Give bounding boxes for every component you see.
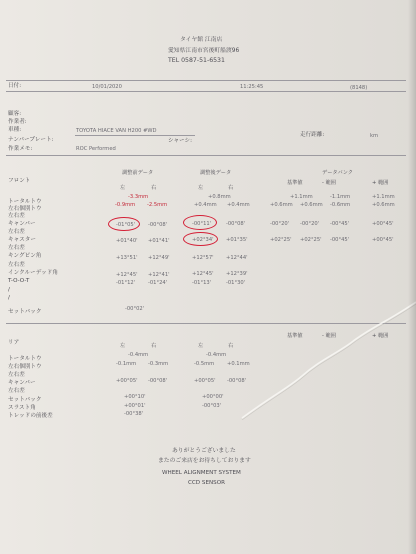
chassis-label: シャーシ: xyxy=(168,138,193,144)
front-plus-caster: +00°45' xyxy=(372,237,394,243)
front-before-setback: -00°02' xyxy=(125,306,145,312)
rear-after-right: 右 xyxy=(228,343,234,349)
front-row-label: / xyxy=(8,287,10,293)
red-circle-mark xyxy=(183,215,217,230)
front-before-title: 調整前データ xyxy=(122,170,154,176)
date-value: 10/01/2020 xyxy=(92,84,122,90)
front-minus-total-toe: -1.1mm xyxy=(330,194,351,200)
front-before-right-toot: -01°24' xyxy=(148,280,168,286)
front-ref-left-caster: +02°25' xyxy=(270,237,292,243)
front-ref-right-camber: -00°20' xyxy=(300,221,320,227)
rear-before-right: 右 xyxy=(151,343,157,349)
rear-after-right-toe: +0.1mm xyxy=(227,361,250,367)
rear-plus-range: + 範囲 xyxy=(372,333,389,339)
front-before-left-caster: +01°40' xyxy=(116,238,138,244)
red-circle-mark xyxy=(183,232,218,246)
front-plus-toe: +0.6mm xyxy=(372,202,395,208)
vehicle-value: TOYOTA HIACE VAN H200 #WD xyxy=(76,128,157,134)
front-after-right-toe: +0.4mm xyxy=(227,202,250,208)
front-before-right-camber: -00°08' xyxy=(148,222,168,228)
shop-name: タイヤ館 江南店 xyxy=(180,37,223,43)
rear-after-total-toe: -0.4mm xyxy=(206,352,227,358)
front-after-left-included: +12°45' xyxy=(192,271,214,277)
front-ref-left-camber: -00°20' xyxy=(270,221,290,227)
date-label: 日付: xyxy=(8,83,22,89)
front-before-left: 左 xyxy=(120,185,126,191)
rear-before-tread-diff: -00°38' xyxy=(124,411,144,417)
front-ref-right-toe: +0.6mm xyxy=(300,202,323,208)
footer-visit: またのご来店をお待ちしております xyxy=(158,458,251,464)
rear-title: リア xyxy=(8,340,20,346)
divider-info xyxy=(6,155,406,156)
paper-shadow-edge xyxy=(408,0,416,554)
front-row-label: キングピン角 xyxy=(8,253,42,259)
shop-address: 愛知県江南市宮後町船渡96 xyxy=(168,48,240,54)
front-plus-camber: +00°45' xyxy=(372,221,394,227)
front-row-label: キャンバー xyxy=(8,221,36,227)
rear-row-label: 左右差 xyxy=(8,388,25,394)
rear-row-label: トータルトウ xyxy=(8,356,42,362)
memo-value: ROC Performed xyxy=(76,146,116,152)
front-row-label: 左右差 xyxy=(8,245,25,251)
front-row-label: T-O-O-T xyxy=(8,278,30,284)
front-plus-total-toe: +1.1mm xyxy=(372,194,395,200)
rear-before-left-camber: +00°05' xyxy=(116,378,138,384)
rear-after-setback: +00°00' xyxy=(202,394,224,400)
rear-row-label: 左右差 xyxy=(8,372,25,378)
front-row-label: 左右個別トウ xyxy=(8,206,42,212)
front-ref-title: 基準値 xyxy=(287,180,303,186)
front-after-total-toe: +0.8mm xyxy=(208,194,231,200)
front-minus-caster: -00°45' xyxy=(330,237,350,243)
front-before-left-toot: -01°12' xyxy=(116,280,136,286)
front-after-right-kingpin: +12°44' xyxy=(226,255,248,261)
front-row-label: インクルーデッド角 xyxy=(8,270,58,276)
vehicle-label: 車種: xyxy=(8,127,22,133)
front-before-right-toe: -2.5mm xyxy=(147,202,168,208)
front-before-left-toe: -0.9mm xyxy=(115,202,136,208)
rear-before-setback: +00°10' xyxy=(124,394,146,400)
front-before-right-included: +12°41' xyxy=(148,272,170,278)
front-after-right-included: +12°39' xyxy=(226,271,248,277)
rear-before-thrust: +00°01' xyxy=(124,403,146,409)
rear-after-right-camber: -00°08' xyxy=(227,378,247,384)
front-row-label: セットバック xyxy=(8,309,42,315)
rear-before-left-toe: -0.1mm xyxy=(116,361,137,367)
front-ref-right-caster: +02°25' xyxy=(300,237,322,243)
front-plus-range: + 範囲 xyxy=(372,180,389,186)
front-after-left-caster: +02°34' xyxy=(192,237,214,243)
rear-row-label: スラスト角 xyxy=(8,405,36,411)
rear-after-left: 左 xyxy=(198,343,204,349)
front-ref-total-toe: +1.1mm xyxy=(290,194,313,200)
footer-system: WHEEL ALIGNMENT SYSTEM xyxy=(162,470,241,476)
front-after-left-camber: -00°11' xyxy=(192,221,212,227)
footer-thanks: ありがとうございました xyxy=(172,448,236,454)
rear-ref-title: 基準値 xyxy=(287,333,303,339)
red-circle-mark xyxy=(108,217,140,231)
front-before-right-kingpin: +12°49' xyxy=(148,255,170,261)
front-after-left-toe: +0.4mm xyxy=(194,202,217,208)
paper-crease xyxy=(240,300,416,420)
front-row-label: 左右差 xyxy=(8,213,25,219)
front-row-label: キャスター xyxy=(8,237,36,243)
front-before-total-toe: -3.3mm xyxy=(128,194,149,200)
rear-row-label: キャンバー xyxy=(8,380,36,386)
front-row-label: / xyxy=(8,295,10,301)
time-value: 11:25:45 xyxy=(240,84,264,90)
front-row-label: 左右差 xyxy=(8,229,25,235)
front-before-left-included: +12°45' xyxy=(116,272,138,278)
front-after-right-caster: +01°35' xyxy=(226,237,248,243)
front-after-right: 右 xyxy=(228,185,234,191)
front-after-left-toot: -01°13' xyxy=(192,280,212,286)
shop-tel: TEL 0587-51-6531 xyxy=(168,57,225,64)
rear-row-label: トレッドの前後差 xyxy=(8,413,53,419)
front-after-right-toot: -01°30' xyxy=(226,280,246,286)
record-id: (8148) xyxy=(350,85,368,91)
front-after-left-kingpin: +12°57' xyxy=(192,255,214,261)
rear-row-label: 左右個別トウ xyxy=(8,364,42,370)
rear-before-left: 左 xyxy=(120,343,126,349)
customer-label: 顧客: xyxy=(8,111,22,117)
divider-date xyxy=(6,91,406,92)
rear-before-total-toe: -0.4mm xyxy=(128,352,149,358)
rear-minus-range: - 範囲 xyxy=(322,333,336,339)
rear-before-right-toe: -0.3mm xyxy=(148,361,169,367)
front-ref-left-toe: +0.6mm xyxy=(270,202,293,208)
operator-label: 作業者: xyxy=(8,119,27,125)
rear-before-right-camber: -00°08' xyxy=(148,378,168,384)
front-minus-camber: -00°45' xyxy=(330,221,350,227)
front-before-right: 右 xyxy=(151,185,157,191)
mileage-unit: km xyxy=(370,133,379,139)
front-before-left-camber: -01°05' xyxy=(116,222,136,228)
vehicle-underline xyxy=(75,135,195,136)
front-before-left-kingpin: +13°51' xyxy=(116,255,138,261)
front-row-label: トータルトウ xyxy=(8,199,42,205)
front-databank-title: データバンク xyxy=(322,170,353,176)
front-before-right-caster: +01°41' xyxy=(148,238,170,244)
front-minus-toe: -0.6mm xyxy=(330,202,351,208)
divider-top xyxy=(6,80,406,81)
rear-after-thrust: -00°03' xyxy=(202,403,222,409)
front-title: フロント xyxy=(8,178,31,184)
front-minus-range: - 範囲 xyxy=(322,180,336,186)
rear-after-left-camber: +00°05' xyxy=(194,378,216,384)
footer-sensor: CCD SENSOR xyxy=(188,480,226,486)
memo-label: 作業メモ: xyxy=(8,146,33,152)
front-after-left: 左 xyxy=(198,185,204,191)
rear-row-label: セットバック xyxy=(8,397,42,403)
front-row-label: 左右差 xyxy=(8,262,25,268)
mileage-label: 走行距離: xyxy=(300,132,325,138)
front-after-title: 調整後データ xyxy=(200,170,232,176)
rear-after-left-toe: -0.5mm xyxy=(194,361,215,367)
plate-label: ナンバープレート: xyxy=(8,137,54,143)
front-after-right-camber: -00°08' xyxy=(226,221,246,227)
